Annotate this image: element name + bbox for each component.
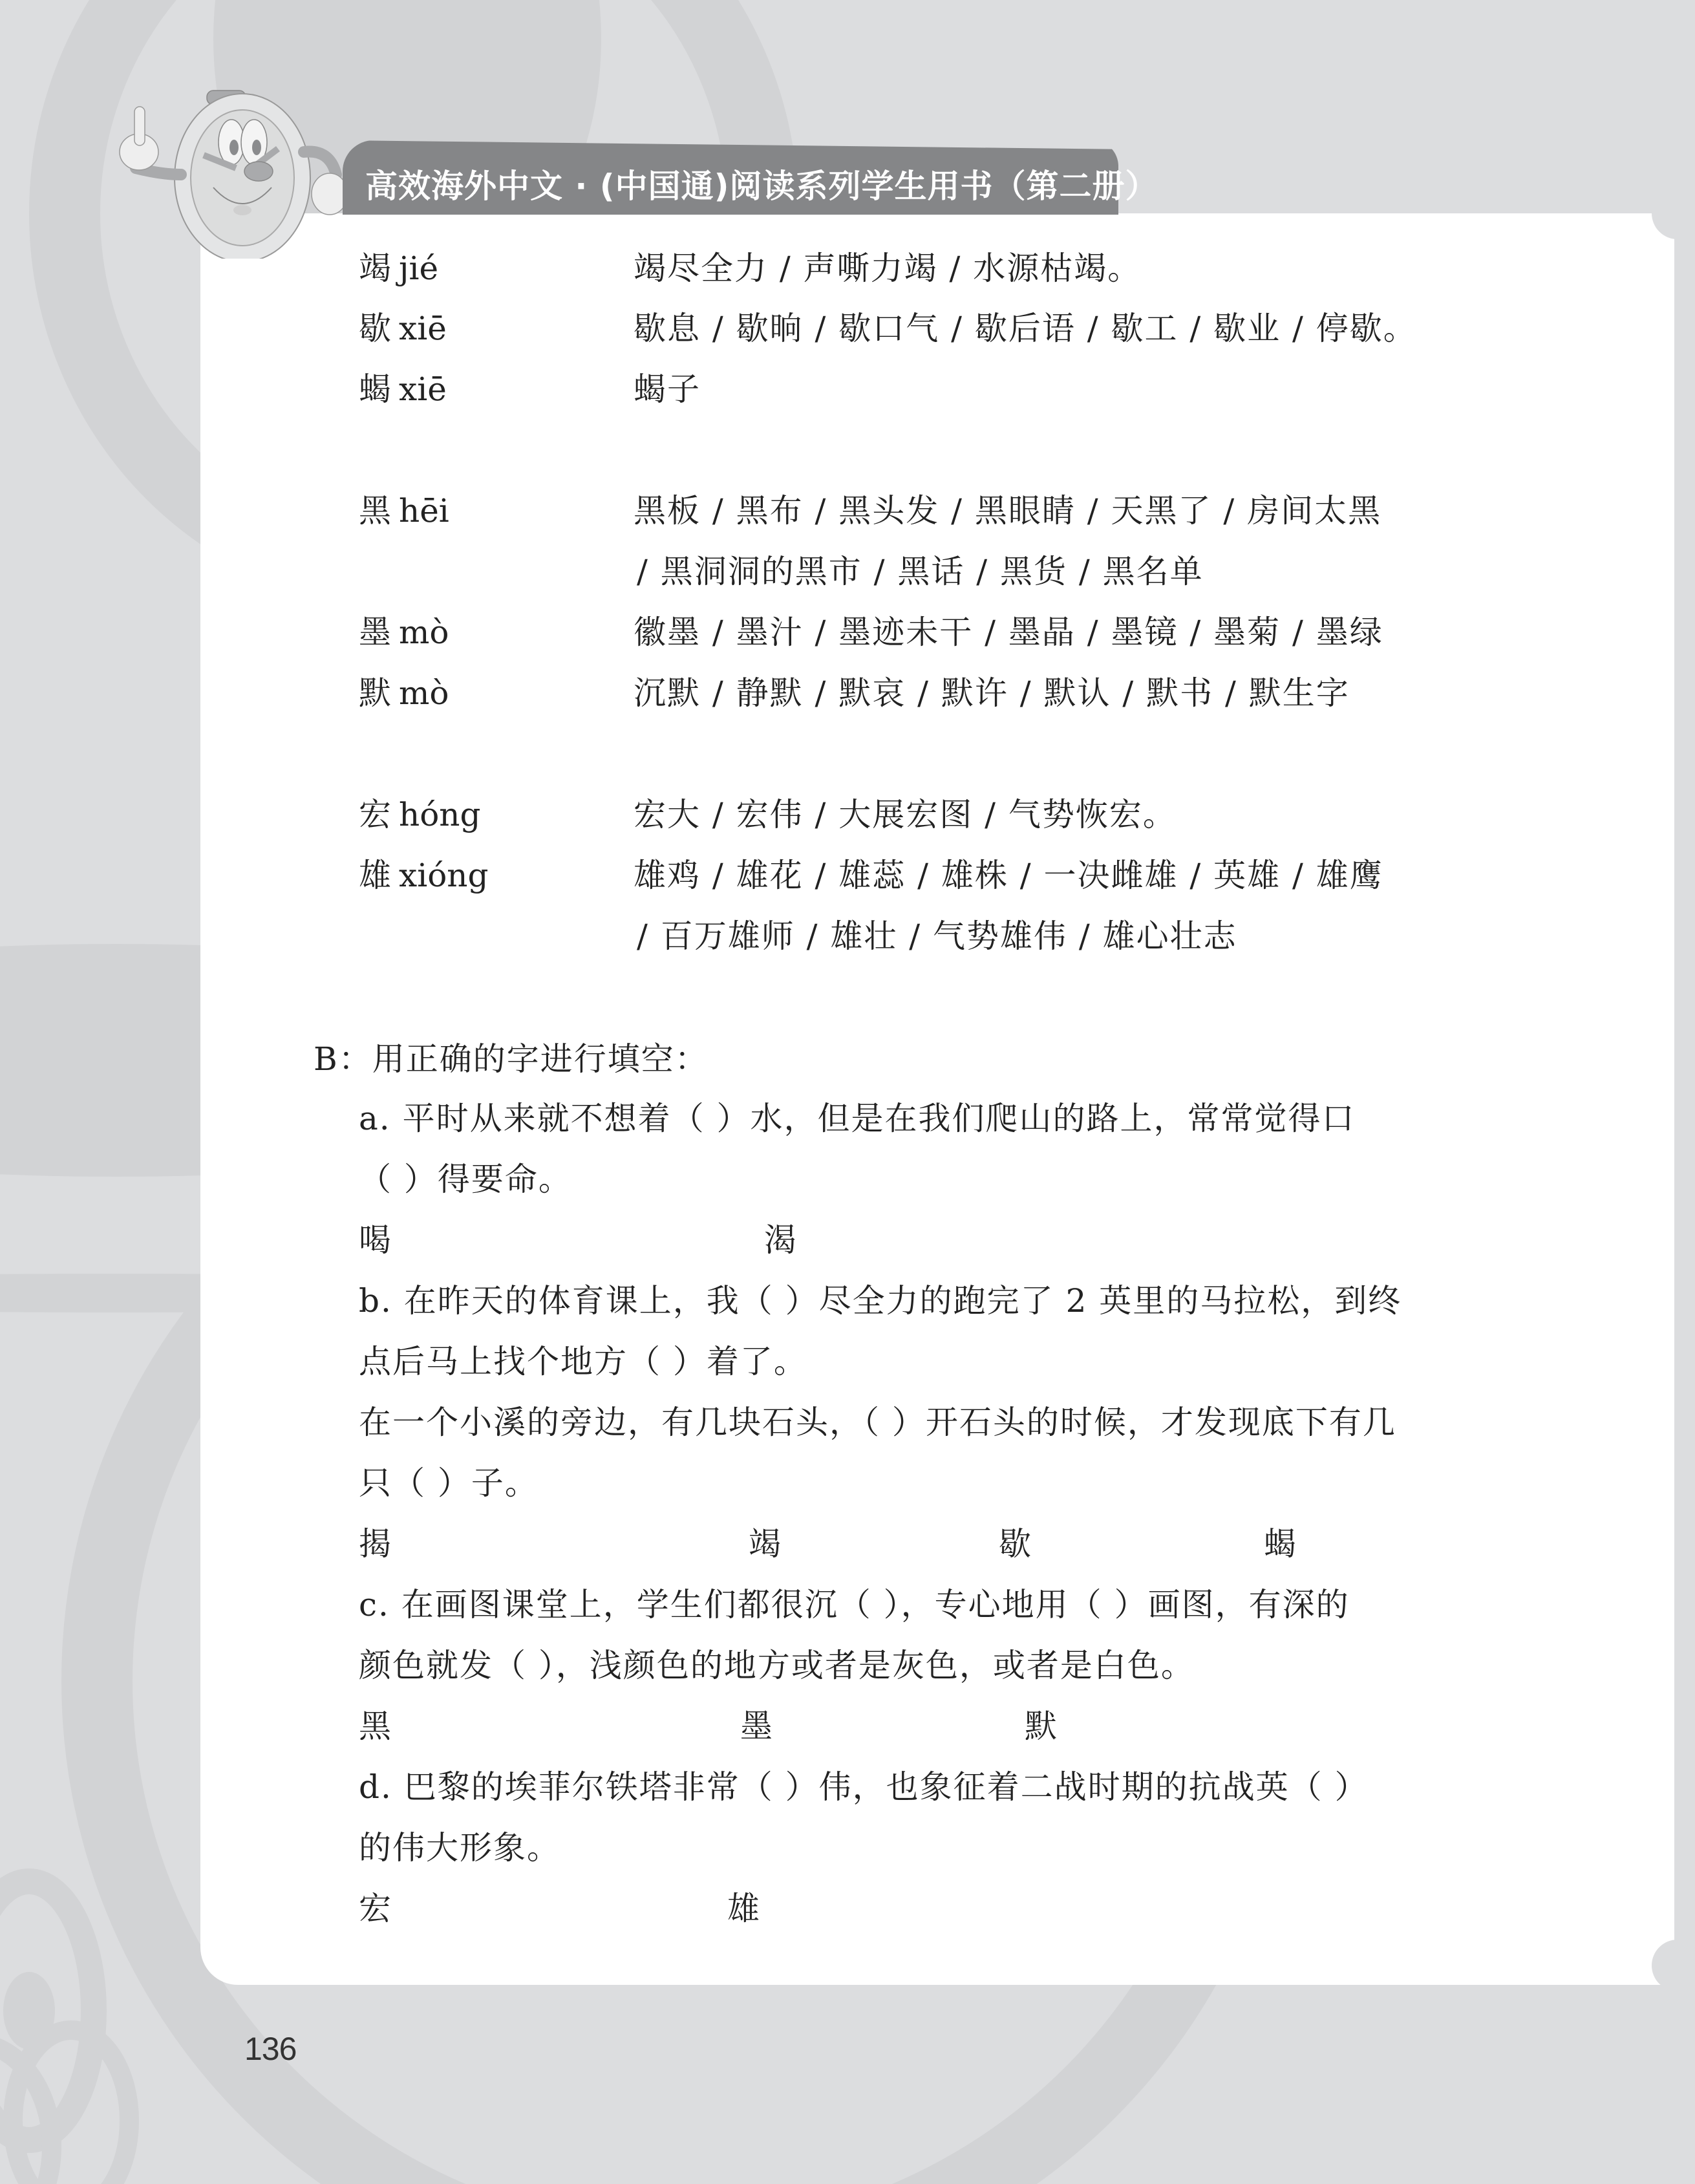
question-b-line1: b. 在昨天的体育课上，我（ ）尽全力的跑完了 2 英里的马拉松，到终 [359,1282,1402,1320]
entry-words-mo-silent: 沉默 / 静默 / 默哀 / 默许 / 默认 / 默书 / 默生字 [634,674,1350,712]
option-a-1: 喝 [359,1221,391,1259]
entry-char-hei [359,491,449,530]
entry-words-hong: 宏大 / 宏伟 / 大展宏图 / 气势恢宏。 [634,796,1177,833]
pinyin: mò [399,674,449,712]
entry-char-xie-rest [359,309,447,348]
entry-char-mo-silent [359,674,449,712]
character: 歇 [359,310,392,347]
option-b-3: 歇 [999,1525,1031,1563]
option-b-1: 揭 [359,1525,391,1563]
character: 宏 [359,796,392,833]
pinyin: jié [399,250,439,287]
pinyin: xióng [399,857,489,894]
option-a-2: 渴 [764,1221,796,1259]
entry-char-jie [359,249,438,288]
pinyin: xiē [399,310,447,347]
character: 黑 [359,492,392,530]
entry-words-xie-scorpion: 蝎子 [634,370,701,408]
option-b-2: 竭 [749,1525,781,1563]
pinyin: hóng [399,796,481,833]
book-title: 高效海外中文 · (中国通)阅读系列学生用书（第二册） [365,167,1158,205]
entry-char-xiong [359,856,489,895]
pinyin: xiē [399,370,447,408]
character: 默 [359,674,392,712]
character: 雄 [359,857,392,894]
section-b-heading: B：用正确的字进行填空： [314,1040,709,1078]
entry-words-jie: 竭尽全力 / 声嘶力竭 / 水源枯竭。 [634,250,1142,287]
question-c-line2: 颜色就发（ ），浅颜色的地方或者是灰色，或者是白色。 [359,1647,1195,1684]
option-c-3: 默 [1025,1708,1057,1745]
entry-words-hei-line1: 黑板 / 黑布 / 黑头发 / 黑眼睛 / 天黑了 / 房间太黑 [634,492,1382,530]
character: 墨 [359,614,392,651]
option-b-4: 蝎 [1264,1525,1296,1563]
question-a-line2: （ ）得要命。 [359,1161,572,1198]
entry-words-mo-ink: 徽墨 / 墨汁 / 墨迹未干 / 墨晶 / 墨镜 / 墨菊 / 墨绿 [634,614,1383,651]
entry-words-hei-line2: / 黑洞洞的黑市 / 黑话 / 黑货 / 黑名单 [637,553,1204,590]
entry-words-xiong-line1: 雄鸡 / 雄花 / 雄蕊 / 雄株 / 一决雌雄 / 英雄 / 雄鹰 [634,857,1383,894]
option-c-2: 墨 [740,1708,773,1745]
question-c-line1: c. 在画图课堂上，学生们都很沉（ ），专心地用（ ）画图，有深的 [359,1586,1350,1623]
character: 蝎 [359,370,392,408]
question-d-line2: 的伟大形象。 [359,1829,560,1867]
option-d-1: 宏 [359,1890,391,1927]
question-b-line4: 只（ ）子。 [359,1464,538,1502]
entry-char-mo-ink [359,613,449,652]
page-number: 136 [244,2031,297,2067]
pinyin: mò [399,614,449,651]
question-d-line1: d. 巴黎的埃菲尔铁塔非常（ ）伟，也象征着二战时期的抗战英（ ） [359,1768,1369,1806]
question-b-line2: 点后马上找个地方（ ）着了。 [359,1343,807,1380]
entry-char-xie-scorpion [359,370,447,409]
option-d-2: 雄 [727,1890,760,1927]
entry-words-xie-rest: 歇息 / 歇晌 / 歇口气 / 歇后语 / 歇工 / 歇业 / 停歇。 [634,310,1417,347]
question-b-line3: 在一个小溪的旁边，有几块石头，（ ）开石头的时候，才发现底下有几 [359,1404,1396,1441]
pinyin: hēi [399,492,449,530]
entry-words-xiong-line2: / 百万雄师 / 雄壮 / 气势雄伟 / 雄心壮志 [637,917,1237,955]
character: 竭 [359,250,392,287]
question-a-line1: a. 平时从来就不想着（ ）水，但是在我们爬山的路上，常常觉得口 [359,1100,1356,1137]
entry-char-hong [359,795,481,834]
option-c-1: 黑 [359,1708,391,1745]
